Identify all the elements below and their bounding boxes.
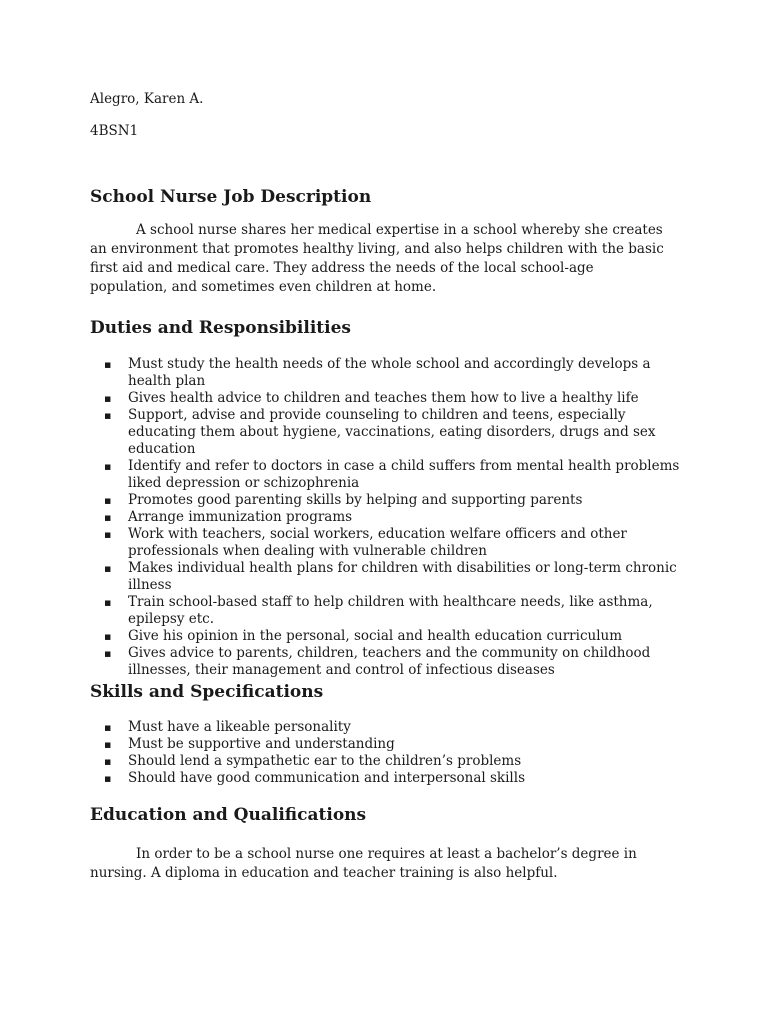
author-section: 4BSN1 bbox=[90, 123, 139, 139]
duties-heading: Duties and Responsibilities bbox=[90, 318, 351, 338]
list-item bbox=[90, 736, 680, 753]
skills-list bbox=[90, 719, 680, 787]
intro-text: A school nurse shares her medical expertise in a school whereby she creates an environment that promotes healthy living, and also helps children with the basic first aid and medical care. They address the needs of the local school-age population, and sometimes even children at home. bbox=[90, 222, 664, 295]
bullet-icon: ▪ bbox=[104, 562, 112, 575]
bullet-icon: ▪ bbox=[104, 511, 112, 524]
list-item-text: Work with teachers, social workers, education welfare officers and other professionals when dealing with vulnerable children bbox=[128, 526, 627, 559]
list-item bbox=[90, 458, 680, 492]
bullet-icon: ▪ bbox=[104, 721, 112, 734]
list-item bbox=[90, 753, 680, 770]
bullet-icon: ▪ bbox=[104, 358, 112, 371]
list-item bbox=[90, 719, 680, 736]
list-item bbox=[90, 492, 680, 509]
list-item-text: Train school-based staff to help children with healthcare needs, like asthma, epilepsy etc. bbox=[128, 594, 653, 627]
list-item-text: Support, advise and provide counseling to children and teens, especially educating them about hygiene, vaccinations, eating disorders, drugs and sex education bbox=[128, 407, 656, 457]
list-item-text: Should have good communication and interpersonal skills bbox=[128, 770, 525, 786]
list-item bbox=[90, 594, 680, 628]
education-text: In order to be a school nurse one requires at least a bachelor’s degree in nursing. A diploma in education and teacher training is also helpful. bbox=[90, 846, 637, 881]
document-title: School Nurse Job Description bbox=[90, 187, 372, 207]
list-item bbox=[90, 356, 680, 390]
duties-list bbox=[90, 356, 680, 679]
list-item-text: Promotes good parenting skills by helping and supporting parents bbox=[128, 492, 583, 508]
skills-heading: Skills and Specifications bbox=[90, 682, 324, 702]
education-paragraph bbox=[90, 845, 674, 883]
list-item-text: Identify and refer to doctors in case a child suffers from mental health problems liked depression or schizophrenia bbox=[128, 458, 680, 491]
bullet-icon: ▪ bbox=[104, 392, 112, 405]
list-item-text: Should lend a sympathetic ear to the children’s problems bbox=[128, 753, 522, 769]
list-item-text: Arrange immunization programs bbox=[128, 509, 353, 525]
bullet-icon: ▪ bbox=[104, 755, 112, 768]
list-item-text: Give his opinion in the personal, social and health education curriculum bbox=[128, 628, 623, 644]
list-item bbox=[90, 770, 680, 787]
list-item bbox=[90, 560, 680, 594]
bullet-icon: ▪ bbox=[104, 738, 112, 751]
list-item-text: Makes individual health plans for children with disabilities or long-term chronic illness bbox=[128, 560, 677, 593]
bullet-icon: ▪ bbox=[104, 630, 112, 643]
bullet-icon: ▪ bbox=[104, 596, 112, 609]
list-item bbox=[90, 509, 680, 526]
list-item bbox=[90, 526, 680, 560]
list-item bbox=[90, 407, 680, 458]
bullet-icon: ▪ bbox=[104, 460, 112, 473]
list-item-text: Gives health advice to children and teaches them how to live a healthy life bbox=[128, 390, 639, 406]
list-item-text: Must study the health needs of the whole school and accordingly develops a health plan bbox=[128, 356, 651, 389]
bullet-icon: ▪ bbox=[104, 409, 112, 422]
list-item-text: Must have a likeable personality bbox=[128, 719, 351, 735]
list-item bbox=[90, 645, 680, 679]
bullet-icon: ▪ bbox=[104, 772, 112, 785]
bullet-icon: ▪ bbox=[104, 647, 112, 660]
list-item-text: Must be supportive and understanding bbox=[128, 736, 395, 752]
bullet-icon: ▪ bbox=[104, 494, 112, 507]
author-name: Alegro, Karen A. bbox=[90, 91, 204, 107]
intro-paragraph bbox=[90, 221, 674, 297]
bullet-icon: ▪ bbox=[104, 528, 112, 541]
education-heading: Education and Qualifications bbox=[90, 805, 367, 825]
list-item bbox=[90, 390, 680, 407]
list-item-text: Gives advice to parents, children, teachers and the community on childhood illnesses, their management and control of infectious diseases bbox=[128, 645, 651, 678]
list-item bbox=[90, 628, 680, 645]
